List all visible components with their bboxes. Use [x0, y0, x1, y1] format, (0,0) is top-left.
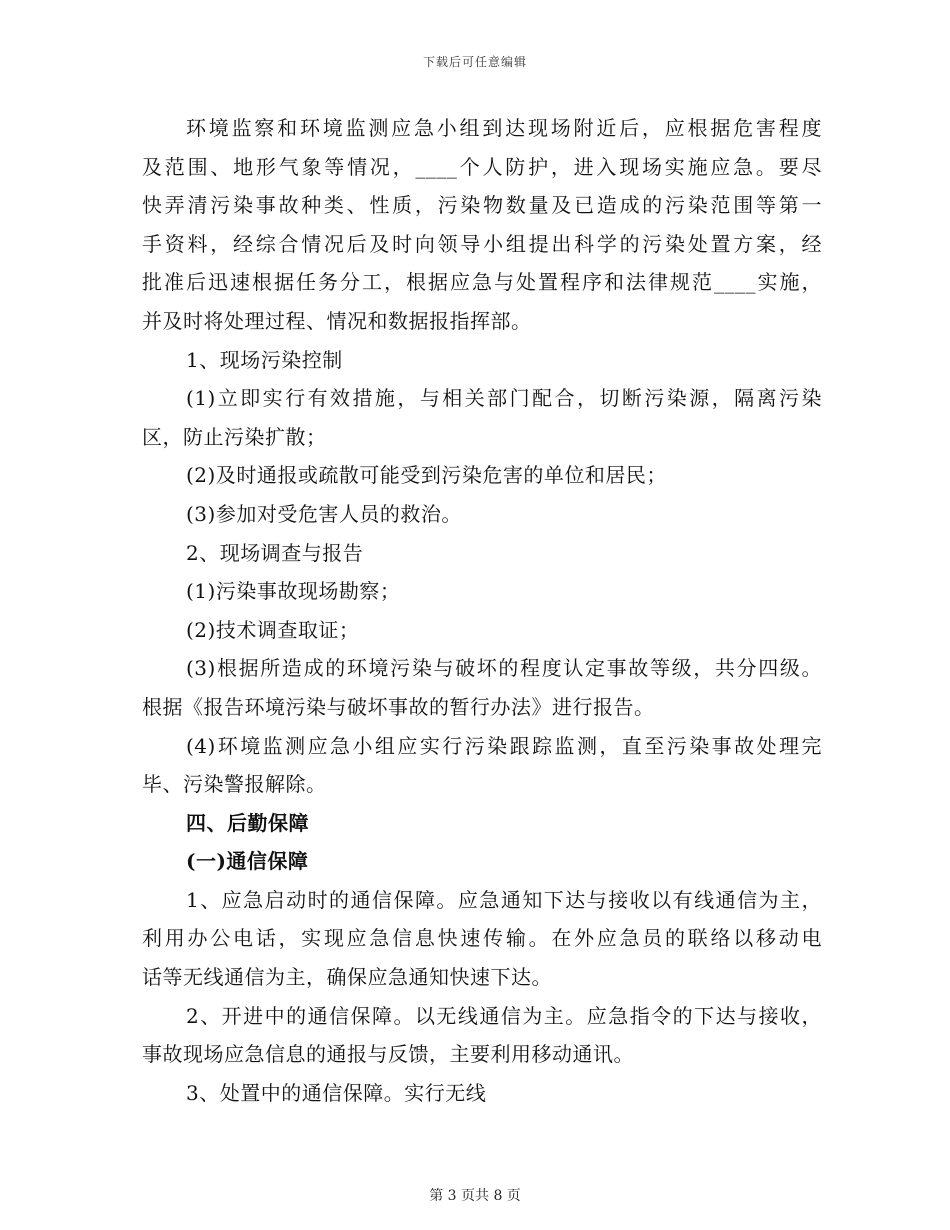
text-line: 3、处置中的通信保障。实行无线 [186, 1080, 487, 1105]
text-line: 毕、污染警报解除。 [142, 772, 327, 797]
section-heading: (一)通信保障 [186, 849, 309, 874]
text-line: 事故现场应急信息的通报与反馈，主要利用移动通讯。 [142, 1042, 634, 1067]
text-line: (3)参加对受危害人员的救治。 [186, 501, 462, 526]
text-line: 并及时将处理过程、情况和数据报指挥部。 [142, 308, 532, 333]
page-header: 下载后可任意编辑 [422, 55, 527, 69]
text-line: 利用办公电话，实现应急信息快速传输。在外应急员的联络以移动电 [142, 926, 822, 951]
text-line: 话等无线通信为主，确保应急通知快速下达。 [142, 965, 552, 990]
text-line: 批准后迅速根据任务分工，根据应急与处置程序和法律规范____实施， [142, 270, 822, 295]
text-line: (4)环境监测应急小组应实行污染跟踪监测，直至污染事故处理完 [186, 733, 822, 758]
text-line: 2、现场调查与报告 [186, 540, 364, 565]
text-line: (2)技术调查取证； [186, 617, 360, 642]
text-line: (2)及时通报或疏散可能受到污染危害的单位和居民； [186, 463, 667, 488]
section-heading: 四、后勤保障 [186, 810, 309, 835]
text-line: 1、应急启动时的通信保障。应急通知下达与接收以有线通信为主， [186, 887, 822, 912]
text-line: (1)污染事故现场勘察； [186, 579, 401, 604]
page-footer: 第 3 页共 8 页 [429, 1188, 521, 1204]
text-line: 手资料，经综合情况后及时向领导小组提出科学的污染处置方案，经 [142, 231, 822, 256]
text-line: 1、现场污染控制 [186, 347, 343, 372]
text-line: (3)根据所造成的环境污染与破坏的程度认定事故等级，共分四级。 [186, 656, 822, 681]
text-line: 环境监察和环境监测应急小组到达现场附近后，应根据危害程度 [186, 116, 822, 140]
text-line: 及范围、地形气象等情况，____个人防护，进入现场实施应急。要尽 [142, 154, 822, 179]
text-line: 快弄清污染事故种类、性质，污染物数量及已造成的污染范围等第一 [142, 193, 822, 218]
text-line: (1)立即实行有效措施，与相关部门配合，切断污染源，隔离污染 [186, 386, 822, 411]
text-line: 区，防止污染扩散； [142, 424, 327, 449]
text-line: 2、开进中的通信保障。以无线通信为主。应急指令的下达与接收， [186, 1003, 822, 1028]
document-body [142, 109, 822, 1112]
text-line: 根据《报告环境污染与破坏事故的暂行办法》进行报告。 [142, 694, 655, 719]
